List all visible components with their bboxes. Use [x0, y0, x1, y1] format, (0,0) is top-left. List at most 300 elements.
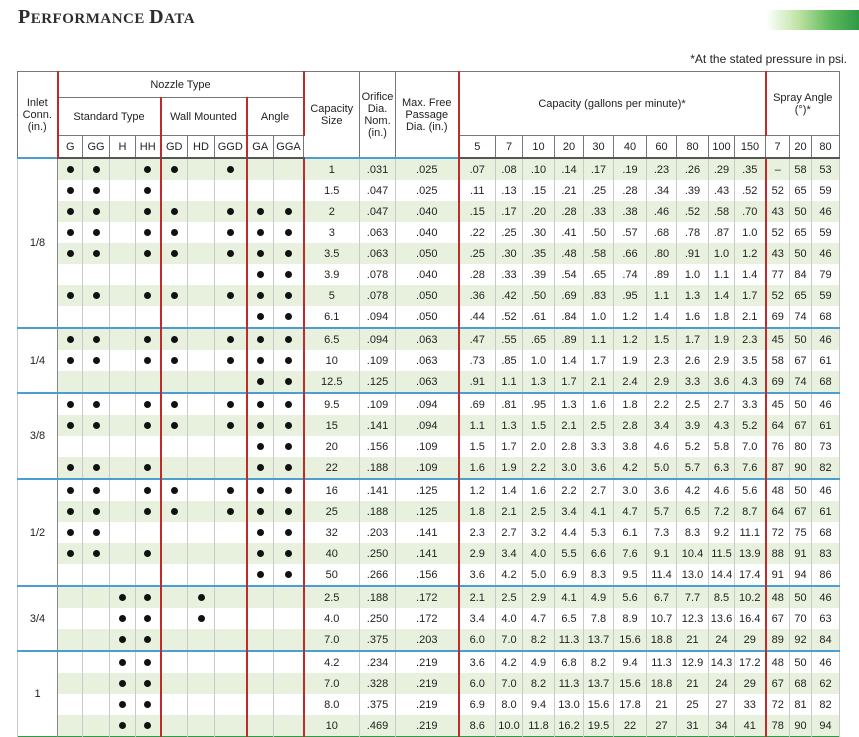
- type-cell: [161, 564, 188, 586]
- capacity-value: 8.0: [496, 694, 523, 715]
- capacity-size: 4.0: [304, 608, 360, 629]
- type-cell: [247, 180, 274, 201]
- type-cell: [161, 222, 188, 243]
- type-cell: [136, 564, 161, 586]
- availability-dot-icon: [227, 336, 234, 343]
- type-cell: [188, 522, 215, 543]
- capacity-header: Capacity (gallons per minute)*: [459, 72, 766, 136]
- capacity-value: 6.5: [677, 501, 709, 522]
- capacity-value: .52: [496, 306, 523, 328]
- table-header: [18, 72, 840, 159]
- type-cell: [188, 264, 215, 285]
- availability-dot-icon: [227, 401, 234, 408]
- type-cell: [215, 586, 247, 608]
- orifice-dia: .250: [360, 608, 396, 629]
- capacity-value: 8.3: [677, 522, 709, 543]
- spray-angle-value: 52: [766, 222, 790, 243]
- capacity-value: 1.1: [459, 415, 496, 436]
- type-cell: [58, 371, 83, 393]
- availability-dot-icon: [227, 357, 234, 364]
- availability-dot-icon: [257, 487, 264, 494]
- type-cell: [215, 222, 247, 243]
- capacity-value: 3.0: [555, 457, 584, 479]
- availability-dot-icon: [198, 615, 205, 622]
- availability-dot-icon: [257, 401, 264, 408]
- inlet-size: 3/4: [18, 586, 58, 651]
- capacity-value: 3.6: [584, 457, 614, 479]
- availability-dot-icon: [119, 659, 126, 666]
- type-cell: [83, 586, 110, 608]
- spray-angle-value: 46: [812, 328, 840, 350]
- availability-dot-icon: [257, 292, 264, 299]
- capacity-value: .46: [647, 201, 677, 222]
- availability-dot-icon: [93, 357, 100, 364]
- capacity-value: 2.6: [677, 350, 709, 371]
- capacity-value: .26: [677, 158, 709, 180]
- capacity-value: 5.6: [614, 586, 647, 608]
- table-row: [18, 651, 840, 673]
- type-cell: [161, 457, 188, 479]
- capacity-value: 8.2: [584, 651, 614, 673]
- capacity-value: 8.5: [709, 586, 735, 608]
- capacity-size: 32: [304, 522, 360, 543]
- type-cell: [188, 479, 215, 501]
- orifice-dia: .375: [360, 629, 396, 651]
- availability-dot-icon: [67, 250, 74, 257]
- type-cell: [58, 201, 83, 222]
- capacity-value: .23: [647, 158, 677, 180]
- capacity-value: 4.6: [647, 436, 677, 457]
- type-cell: [274, 371, 304, 393]
- type-cell: [274, 694, 304, 715]
- capacity-value: 12.3: [677, 608, 709, 629]
- free-passage-dia: .125: [396, 479, 459, 501]
- capacity-value: .58: [709, 201, 735, 222]
- type-cell: [83, 350, 110, 371]
- type-cell: [188, 222, 215, 243]
- capacity-value: .28: [614, 180, 647, 201]
- spray-pressure-col-20: 20: [790, 136, 812, 159]
- capacity-value: 16.2: [555, 715, 584, 737]
- type-cell: [110, 694, 136, 715]
- title-initial-2: D: [149, 6, 165, 28]
- orifice-dia: .078: [360, 264, 396, 285]
- type-cell: [247, 694, 274, 715]
- type-cell: [247, 543, 274, 564]
- capacity-size: 2.5: [304, 586, 360, 608]
- type-cell: [83, 564, 110, 586]
- pressure-col-20: 20: [555, 136, 584, 159]
- capacity-value: .65: [523, 328, 555, 350]
- type-cell: [58, 673, 83, 694]
- type-cell: [58, 715, 83, 737]
- free-passage-dia: .219: [396, 694, 459, 715]
- capacity-value: 1.4: [709, 285, 735, 306]
- capacity-value: 27: [647, 715, 677, 737]
- capacity-value: 8.2: [523, 673, 555, 694]
- capacity-value: 3.5: [735, 350, 766, 371]
- availability-dot-icon: [285, 508, 292, 515]
- type-cell: [83, 180, 110, 201]
- orifice-dia: .234: [360, 651, 396, 673]
- spray-angle-value: 83: [812, 543, 840, 564]
- type-col-gd: GD: [161, 136, 188, 159]
- type-cell: [215, 608, 247, 629]
- type-cell: [215, 328, 247, 350]
- capacity-value: 10.2: [735, 586, 766, 608]
- availability-dot-icon: [144, 166, 151, 173]
- availability-dot-icon: [171, 336, 178, 343]
- type-cell: [188, 436, 215, 457]
- availability-dot-icon: [144, 250, 151, 257]
- capacity-value: 6.9: [555, 564, 584, 586]
- type-cell: [136, 328, 161, 350]
- capacity-size: 6.5: [304, 328, 360, 350]
- orifice-dia: .328: [360, 673, 396, 694]
- capacity-value: 3.4: [459, 608, 496, 629]
- capacity-value: .25: [496, 222, 523, 243]
- capacity-size: 15: [304, 415, 360, 436]
- type-cell: [136, 608, 161, 629]
- angle-header: Angle: [247, 98, 304, 136]
- type-cell: [58, 415, 83, 436]
- type-cell: [83, 285, 110, 306]
- type-cell: [58, 350, 83, 371]
- type-cell: [247, 201, 274, 222]
- spray-angle-value: 87: [766, 457, 790, 479]
- capacity-value: 7.0: [496, 629, 523, 651]
- orifice-dia: .109: [360, 393, 396, 415]
- capacity-value: .08: [496, 158, 523, 180]
- type-cell: [136, 694, 161, 715]
- capacity-value: 27: [709, 694, 735, 715]
- type-cell: [215, 501, 247, 522]
- type-cell: [110, 264, 136, 285]
- capacity-value: 9.4: [523, 694, 555, 715]
- capacity-value: .30: [496, 243, 523, 264]
- type-cell: [136, 673, 161, 694]
- type-cell: [215, 371, 247, 393]
- spray-angle-value: 65: [790, 222, 812, 243]
- type-cell: [215, 543, 247, 564]
- type-cell: [110, 673, 136, 694]
- availability-dot-icon: [227, 166, 234, 173]
- type-cell: [110, 371, 136, 393]
- availability-dot-icon: [171, 166, 178, 173]
- capacity-value: 5.0: [523, 564, 555, 586]
- capacity-value: 2.1: [584, 371, 614, 393]
- capacity-size: 6.1: [304, 306, 360, 328]
- spray-angle-value: 89: [766, 629, 790, 651]
- inlet-header: Inlet Conn. (in.): [18, 72, 58, 159]
- spray-angle-value: –: [766, 158, 790, 180]
- type-cell: [161, 673, 188, 694]
- capacity-value: 7.3: [647, 522, 677, 543]
- availability-dot-icon: [257, 336, 264, 343]
- availability-dot-icon: [257, 357, 264, 364]
- availability-dot-icon: [144, 701, 151, 708]
- availability-dot-icon: [67, 357, 74, 364]
- type-cell: [161, 629, 188, 651]
- spray-angle-value: 94: [790, 564, 812, 586]
- pressure-col-7: 7: [496, 136, 523, 159]
- capacity-value: 1.1: [584, 328, 614, 350]
- capacity-value: .13: [496, 180, 523, 201]
- type-cell: [274, 651, 304, 673]
- orifice-dia: .250: [360, 543, 396, 564]
- capacity-value: 1.0: [735, 222, 766, 243]
- capacity-value: 1.8: [614, 393, 647, 415]
- type-cell: [247, 264, 274, 285]
- availability-dot-icon: [93, 464, 100, 471]
- type-cell: [247, 415, 274, 436]
- capacity-value: 14.3: [709, 651, 735, 673]
- spray-angle-value: 75: [790, 522, 812, 543]
- capacity-value: .44: [459, 306, 496, 328]
- capacity-value: 1.6: [523, 479, 555, 501]
- type-cell: [188, 285, 215, 306]
- spray-angle-value: 46: [812, 479, 840, 501]
- capacity-value: 2.3: [647, 350, 677, 371]
- spray-angle-value: 90: [790, 715, 812, 737]
- capacity-value: .78: [677, 222, 709, 243]
- capacity-value: 2.3: [735, 328, 766, 350]
- capacity-value: 3.3: [735, 393, 766, 415]
- capacity-value: 13.7: [584, 673, 614, 694]
- table-row: [18, 180, 840, 201]
- type-cell: [274, 564, 304, 586]
- availability-dot-icon: [285, 529, 292, 536]
- capacity-value: 15.6: [584, 694, 614, 715]
- free-passage-dia: .040: [396, 222, 459, 243]
- type-cell: [161, 285, 188, 306]
- capacity-value: 4.7: [523, 608, 555, 629]
- capacity-value: 1.4: [555, 350, 584, 371]
- type-cell: [136, 629, 161, 651]
- capacity-value: .35: [735, 158, 766, 180]
- spray-angle-value: 69: [766, 306, 790, 328]
- availability-dot-icon: [285, 271, 292, 278]
- capacity-value: .55: [496, 328, 523, 350]
- capacity-value: 4.9: [523, 651, 555, 673]
- capacity-value: 6.9: [459, 694, 496, 715]
- availability-dot-icon: [227, 422, 234, 429]
- type-cell: [110, 222, 136, 243]
- type-cell: [110, 651, 136, 673]
- type-cell: [274, 673, 304, 694]
- spray-angle-value: 94: [812, 715, 840, 737]
- capacity-value: 1.3: [523, 371, 555, 393]
- orifice-dia: .188: [360, 457, 396, 479]
- capacity-value: .89: [647, 264, 677, 285]
- spray-angle-value: 48: [766, 479, 790, 501]
- type-cell: [215, 564, 247, 586]
- free-passage-dia: .094: [396, 393, 459, 415]
- capacity-value: 22: [614, 715, 647, 737]
- pressure-col-60: 60: [647, 136, 677, 159]
- type-cell: [83, 158, 110, 180]
- type-cell: [274, 501, 304, 522]
- header-gradient-bar: [766, 10, 859, 30]
- capacity-value: 13.0: [677, 564, 709, 586]
- availability-dot-icon: [119, 594, 126, 601]
- spray-angle-value: 91: [766, 564, 790, 586]
- capacity-value: 13.7: [584, 629, 614, 651]
- capacity-size: 7.0: [304, 629, 360, 651]
- spray-angle-value: 52: [766, 180, 790, 201]
- capacity-value: .95: [614, 285, 647, 306]
- capacity-value: 24: [709, 629, 735, 651]
- capacity-value: .28: [555, 201, 584, 222]
- type-cell: [58, 694, 83, 715]
- table-row: [18, 543, 840, 564]
- capacity-value: 18.8: [647, 673, 677, 694]
- type-cell: [188, 457, 215, 479]
- type-cell: [136, 222, 161, 243]
- table-row: [18, 158, 840, 180]
- availability-dot-icon: [257, 464, 264, 471]
- type-cell: [110, 415, 136, 436]
- table-row: [18, 328, 840, 350]
- capacity-value: .41: [555, 222, 584, 243]
- capacity-size: 10: [304, 715, 360, 737]
- capacity-value: 2.4: [614, 371, 647, 393]
- type-cell: [161, 543, 188, 564]
- availability-dot-icon: [285, 571, 292, 578]
- type-cell: [188, 243, 215, 264]
- type-cell: [161, 264, 188, 285]
- free-passage-dia: .109: [396, 436, 459, 457]
- free-passage-header: Max. Free Passage Dia. (in.): [396, 72, 459, 159]
- spray-angle-value: 69: [766, 371, 790, 393]
- capacity-value: 5.5: [555, 543, 584, 564]
- availability-dot-icon: [257, 313, 264, 320]
- type-cell: [58, 651, 83, 673]
- type-cell: [136, 264, 161, 285]
- performance-table: [17, 71, 840, 737]
- capacity-value: 2.1: [459, 586, 496, 608]
- type-cell: [188, 180, 215, 201]
- type-cell: [58, 543, 83, 564]
- free-passage-dia: .172: [396, 586, 459, 608]
- capacity-value: 1.1: [647, 285, 677, 306]
- type-cell: [136, 715, 161, 737]
- capacity-value: .50: [584, 222, 614, 243]
- spray-angle-value: 68: [790, 673, 812, 694]
- availability-dot-icon: [144, 464, 151, 471]
- type-cell: [161, 501, 188, 522]
- capacity-value: 1.1: [496, 371, 523, 393]
- type-cell: [110, 201, 136, 222]
- type-cell: [161, 306, 188, 328]
- type-col-ga: GA: [247, 136, 274, 159]
- type-cell: [274, 243, 304, 264]
- availability-dot-icon: [257, 271, 264, 278]
- capacity-value: 9.2: [709, 522, 735, 543]
- capacity-value: 29: [735, 673, 766, 694]
- capacity-value: .20: [523, 201, 555, 222]
- availability-dot-icon: [93, 401, 100, 408]
- type-cell: [136, 180, 161, 201]
- capacity-value: .89: [555, 328, 584, 350]
- capacity-value: 11.3: [555, 673, 584, 694]
- wall-mounted-header: Wall Mounted: [161, 98, 247, 136]
- spray-angle-value: 59: [812, 222, 840, 243]
- type-cell: [110, 243, 136, 264]
- free-passage-dia: .040: [396, 264, 459, 285]
- capacity-value: 6.3: [709, 457, 735, 479]
- capacity-value: 2.1: [555, 415, 584, 436]
- orifice-dia: .375: [360, 694, 396, 715]
- type-cell: [215, 306, 247, 328]
- capacity-value: 1.5: [647, 328, 677, 350]
- type-cell: [161, 694, 188, 715]
- capacity-value: .54: [555, 264, 584, 285]
- type-cell: [274, 350, 304, 371]
- type-cell: [161, 715, 188, 737]
- capacity-value: .43: [709, 180, 735, 201]
- capacity-value: 1.6: [677, 306, 709, 328]
- availability-dot-icon: [144, 422, 151, 429]
- availability-dot-icon: [285, 487, 292, 494]
- availability-dot-icon: [227, 508, 234, 515]
- type-cell: [161, 393, 188, 415]
- orifice-dia: .188: [360, 586, 396, 608]
- table-row: [18, 673, 840, 694]
- capacity-value: 1.5: [459, 436, 496, 457]
- capacity-size: 1.5: [304, 180, 360, 201]
- capacity-value: 2.5: [496, 586, 523, 608]
- capacity-value: 1.2: [735, 243, 766, 264]
- type-cell: [83, 694, 110, 715]
- capacity-value: 7.6: [614, 543, 647, 564]
- table-row: [18, 264, 840, 285]
- capacity-value: 1.2: [459, 479, 496, 501]
- type-cell: [136, 543, 161, 564]
- availability-dot-icon: [144, 508, 151, 515]
- availability-dot-icon: [285, 550, 292, 557]
- capacity-value: 5.2: [677, 436, 709, 457]
- type-cell: [83, 543, 110, 564]
- type-cell: [274, 457, 304, 479]
- capacity-size: 5: [304, 285, 360, 306]
- spray-angle-value: 92: [790, 629, 812, 651]
- capacity-value: 33: [735, 694, 766, 715]
- capacity-value: 3.3: [677, 371, 709, 393]
- capacity-value: 2.9: [523, 586, 555, 608]
- capacity-value: .52: [735, 180, 766, 201]
- pressure-note: *At the stated pressure in psi.: [690, 52, 847, 66]
- spray-angle-value: 72: [766, 694, 790, 715]
- capacity-value: 2.1: [735, 306, 766, 328]
- capacity-value: 8.3: [584, 564, 614, 586]
- capacity-value: .69: [555, 285, 584, 306]
- type-cell: [247, 328, 274, 350]
- table-row: [18, 436, 840, 457]
- type-cell: [215, 393, 247, 415]
- type-cell: [274, 415, 304, 436]
- availability-dot-icon: [93, 529, 100, 536]
- capacity-size: 7.0: [304, 673, 360, 694]
- availability-dot-icon: [93, 487, 100, 494]
- type-cell: [58, 479, 83, 501]
- capacity-size: 2: [304, 201, 360, 222]
- type-cell: [215, 522, 247, 543]
- type-col-h: H: [110, 136, 136, 159]
- availability-dot-icon: [171, 401, 178, 408]
- orifice-dia: .141: [360, 479, 396, 501]
- type-cell: [110, 608, 136, 629]
